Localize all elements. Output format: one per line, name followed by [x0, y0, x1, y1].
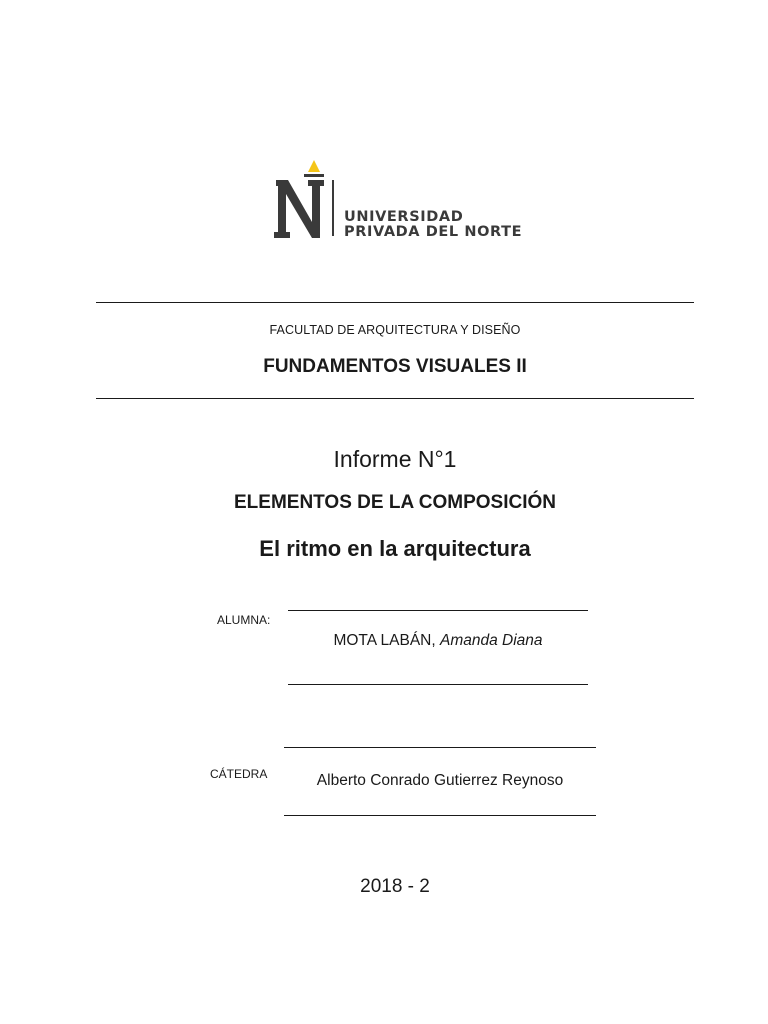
student-label: ALUMNA: [217, 613, 271, 627]
university-logo [268, 152, 528, 246]
report-subtitle: ELEMENTOS DE LA COMPOSICIÓN [234, 492, 556, 513]
report-number: Informe N°1 [333, 446, 457, 472]
student-surname: MOTA LABÁN, [333, 632, 436, 649]
academic-period: 2018 - 2 [360, 876, 430, 897]
student-top-rule [288, 610, 588, 611]
student-bottom-rule [288, 684, 588, 685]
chair-label: CÁTEDRA [210, 767, 268, 781]
student-given-names: Amanda Diana [439, 632, 543, 649]
course-name: FUNDAMENTOS VISUALES II [263, 356, 527, 377]
student-name [288, 632, 588, 650]
header-bottom-rule [96, 398, 694, 399]
university-name-line1: UNIVERSIDAD [344, 209, 464, 225]
logo-divider [332, 180, 334, 236]
university-name [344, 210, 522, 240]
chair-name: Alberto Conrado Gutierrez Reynoso [316, 772, 564, 789]
faculty-name: FACULTAD DE ARQUITECTURA Y DISEÑO [269, 323, 521, 337]
chair-bottom-rule [284, 815, 596, 816]
header-top-rule [96, 302, 694, 303]
report-title: El ritmo en la arquitectura [259, 536, 531, 561]
university-name-line2: PRIVADA DEL NORTE [344, 224, 523, 240]
university-logo-mark-icon [268, 152, 332, 246]
chair-top-rule [284, 747, 596, 748]
